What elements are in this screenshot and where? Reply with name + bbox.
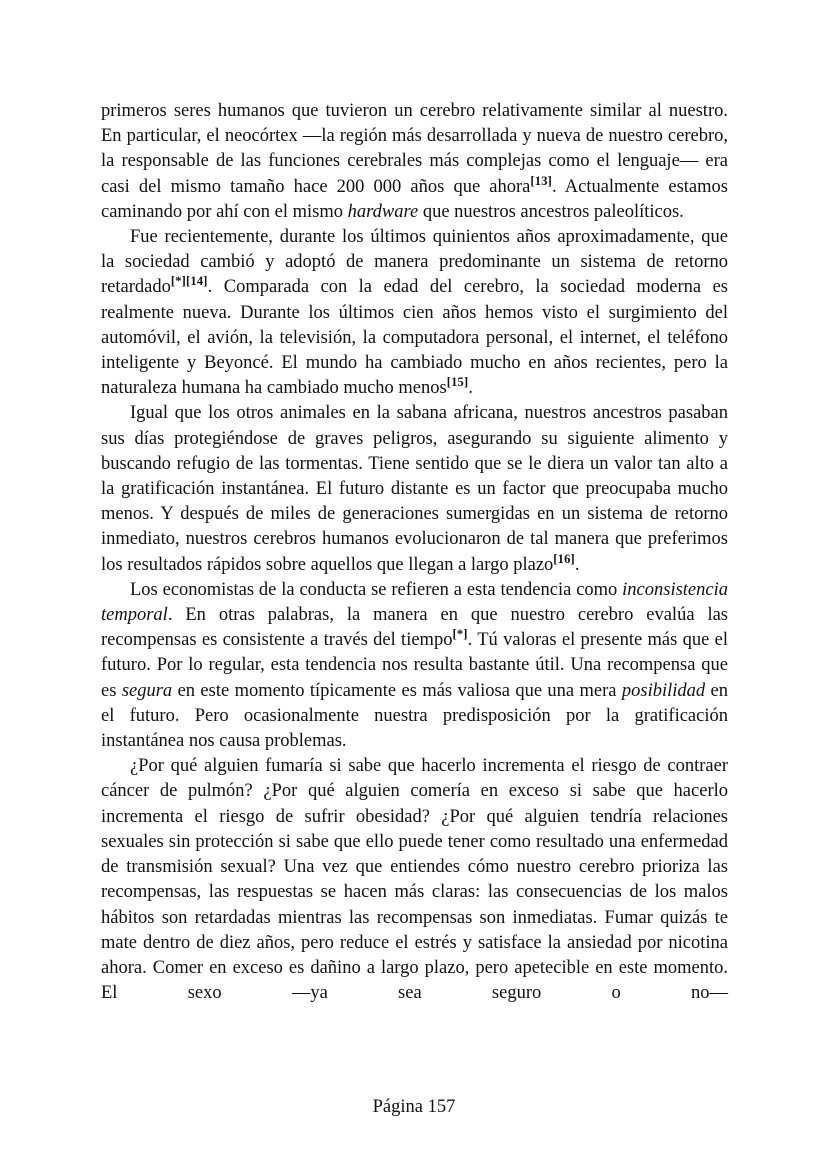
paragraph-4	[101, 578, 728, 754]
text-run: .	[468, 378, 473, 399]
text-run: Los economistas de la conducta se refieren a esta tendencia como	[130, 579, 623, 600]
footnote-reference[interactable]: [15]	[446, 375, 469, 390]
italic-term: segura	[121, 680, 173, 701]
footnote-reference[interactable]: [*][14]	[170, 274, 208, 289]
italic-term: posibilidad	[621, 680, 706, 701]
italic-term: inconsistencia temporal	[101, 579, 728, 626]
text-run: Fue recientemente, durante los últimos quinientos años aproximadamente, que la sociedad cambió y adoptó de manera predominante un sistema de retorno retardado	[101, 227, 728, 298]
text-run: en el futuro. Pero ocasionalmente nuestra predisposición por la gratificación instantánea nos causa problemas.	[101, 680, 729, 752]
text-run: primeros seres humanos que tuvieron un cerebro relativamente similar al nuestro. En particular, el neocórtex —la región más desarrollada y nueva de nuestro cerebro, la responsable de las funciones cerebrales más complejas como el lenguaje— era casi del mismo tamaño hace 200 000 años que ahora	[101, 101, 728, 197]
footnote-reference[interactable]: [13]	[530, 173, 553, 188]
italic-term: hardware	[347, 201, 419, 222]
text-run: .	[574, 554, 580, 575]
page-body	[101, 99, 728, 1006]
text-run: . En otras palabras, la manera en que nuestro cerebro evalúa las recompensas es consistente a través del tiempo	[101, 605, 728, 651]
paragraph-3	[101, 401, 728, 577]
text-run: ¿Por qué alguien fumaría si sabe que hacerlo incrementa el riesgo de contraer cáncer de pulmón? ¿Por qué alguien comería en exceso si sabe que hacerlo incrementa el riesgo de sufrir obesidad? ¿Por qué alguien tendría relaciones sexuales sin protección si sabe que ello puede tener como resultado una enfermedad de transmisión sexual? Una vez que entiendes cómo nuestro cerebro prioriza las recompensas, las respuestas se hacen más claras: las consecuencias de los malos hábitos son retardadas mientras las recompensas son inmediatas. Fumar quizás te mate dentro de diez años, pero reduce el estrés y satisface la ansiedad por nicotina ahora. Comer en exceso es dañino a largo plazo, pero apetecible en este momento. El sexo —ya sea seguro o no—	[101, 756, 728, 1004]
text-run: Igual que los otros animales en la sabana africana, nuestros ancestros pasaban sus días protegiéndose de graves peligros, asegurando su siguiente alimento y buscando refugio de las tormentas. Tiene sentido que se le diera un valor tan alto a la gratificación instantánea. El futuro distante es un factor que preocupaba mucho menos. Y después de miles de generaciones sumergidas en un sistema de retorno inmediato, nuestros cerebros humanos evolucionaron de tal manera que preferimos los resultados rápidos sobre aquellos que llegan a largo plazo	[101, 403, 728, 575]
text-run: . Tú valoras el presente más que el futuro. Por lo regular, esta tendencia nos resulta bastante útil. Una recompensa que es	[101, 630, 728, 701]
text-run: . Comparada con la edad del cerebro, la sociedad moderna es realmente nueva. Durante los últimos cien años hemos visto el surgimiento del automóvil, el avión, la televisión, la computadora personal, el internet, el teléfono inteligente y Beyoncé. El mundo ha cambiado mucho en años recientes, pero la naturaleza humana ha cambiado mucho menos	[101, 277, 728, 399]
paragraph-1	[101, 99, 728, 225]
text-run: en este momento típicamente es más valiosa que una mera	[172, 680, 622, 701]
footnote-reference[interactable]: [*]	[452, 627, 468, 642]
text-run: . Actualmente estamos caminando por ahí con el mismo	[101, 176, 728, 222]
text-run: que nuestros ancestros paleolíticos.	[418, 201, 684, 222]
paragraph-2	[101, 225, 728, 401]
footnote-reference[interactable]: [16]	[553, 551, 575, 566]
paragraph-5	[101, 754, 728, 1006]
page-number: Página 157	[372, 1097, 456, 1117]
